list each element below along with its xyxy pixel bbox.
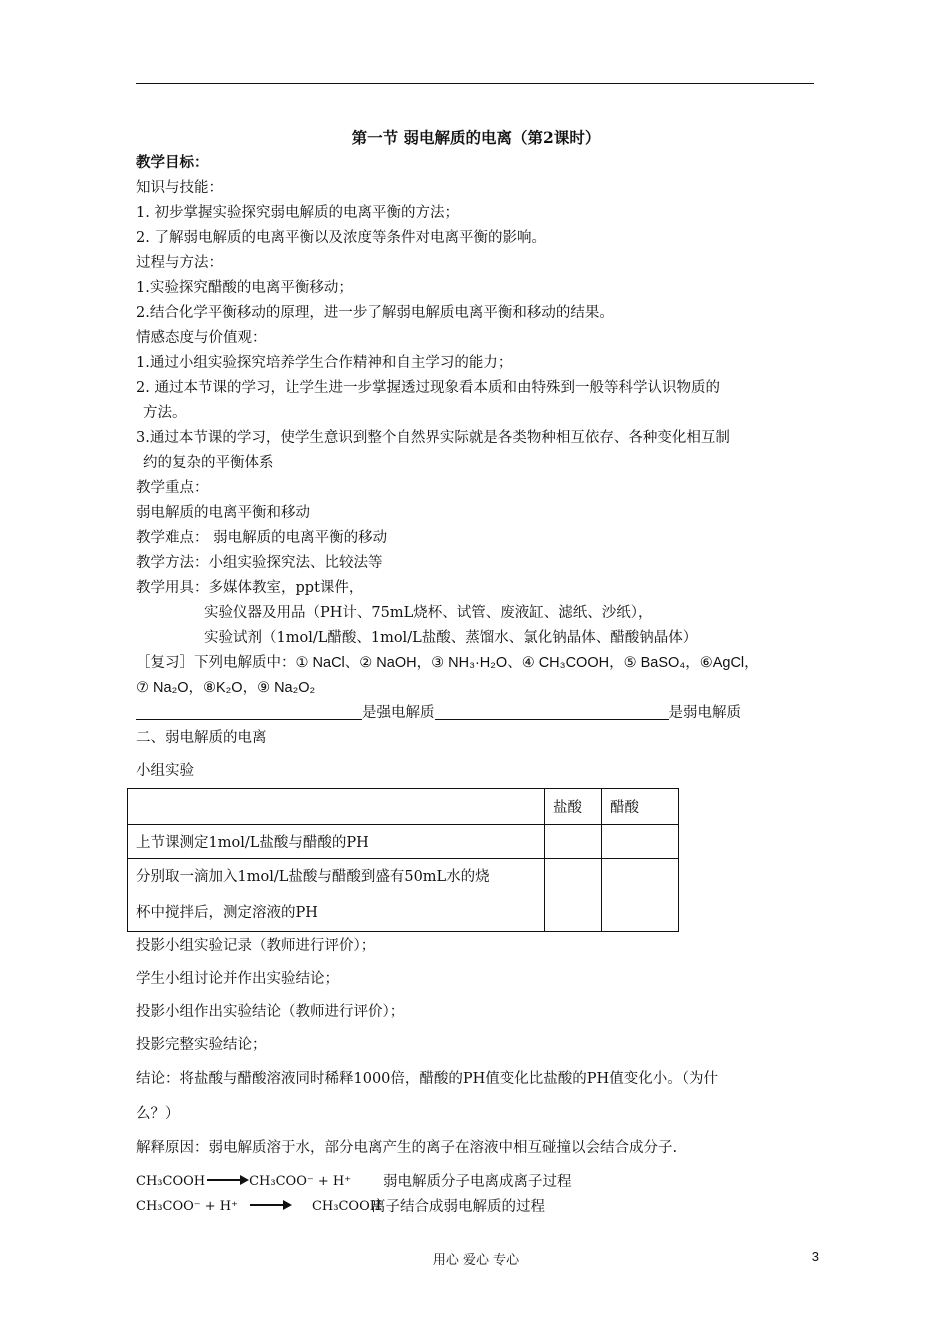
knowledge-item-1: 1. 初步掌握实验探究弱电解质的电离平衡的方法； xyxy=(136,205,459,221)
difficulty: 教学难点： 弱电解质的电离平衡的移动 xyxy=(136,530,388,546)
table-row xyxy=(128,825,679,859)
knowledge-item-2: 2. 了解弱电解质的电离平衡以及浓度等条件对电离平衡的影响。 xyxy=(136,230,546,246)
table-header-cell xyxy=(128,789,545,825)
process-item-2: 2.结合化学平衡移动的原理，进一步了解弱电解质电离平衡和移动的结果。 xyxy=(136,305,614,321)
table-cell xyxy=(602,859,679,932)
review-item: ④ CH₃COOH xyxy=(521,655,610,671)
equation-1 xyxy=(136,1172,351,1192)
instruments: 实验仪器及用品（PH计、75mL烧杯、试管、废液缸、滤纸、沙纸）， xyxy=(204,605,653,621)
eq2-left: CH₃COO⁻ + H⁺ xyxy=(136,1199,238,1214)
table-cell xyxy=(545,859,602,932)
after-table-line: 学生小组讨论并作出实验结论； xyxy=(136,971,339,987)
table-header-cell: 醋酸 xyxy=(602,789,679,825)
page-footer: 用心 爱心 专心 xyxy=(432,1253,520,1268)
objectives-heading: 教学目标： xyxy=(136,154,209,171)
strong-blank[interactable] xyxy=(136,704,362,720)
key-point: 弱电解质的电离平衡和移动 xyxy=(136,505,310,521)
eq2-right: CH₃COOH xyxy=(311,1199,382,1214)
teaching-method: 教学方法：小组实验探究法、比较法等 xyxy=(136,555,383,571)
teaching-tools: 教学用具：多媒体教室，ppt课件， xyxy=(136,580,364,596)
section-heading: 二、弱电解质的电离 xyxy=(136,730,267,746)
review-item: ⑦ Na₂O xyxy=(136,680,189,696)
table-header-row xyxy=(128,789,679,825)
page-title: 第一节 弱电解质的电离（第2课时） xyxy=(351,128,601,147)
review-line-2: ⑦ Na₂O，⑧K₂O，⑨ Na₂O₂ xyxy=(136,680,316,696)
emotion-item-3-cont: 约的复杂的平衡体系 xyxy=(143,455,274,471)
emotion-item-1: 1.通过小组实验探究培养学生合作精神和自主学习的能力； xyxy=(136,355,513,371)
after-table-line: 投影小组作出实验结论（教师进行评价）； xyxy=(136,1004,405,1020)
eq2-description: 离子结合成弱电解质的过程 xyxy=(371,1199,545,1215)
arrow-icon xyxy=(207,1179,247,1181)
equation-2 xyxy=(136,1197,381,1217)
table-cell: 上节课测定1mol/L盐酸与醋酸的PH xyxy=(128,825,545,859)
process-heading: 过程与方法： xyxy=(136,255,223,271)
arrow-icon xyxy=(250,1204,290,1206)
table-row xyxy=(128,859,679,932)
experiment-table xyxy=(127,788,679,932)
strong-label: 是强电解质 xyxy=(362,705,435,721)
review-item: ② NaOH xyxy=(359,655,417,671)
weak-blank[interactable] xyxy=(435,704,669,720)
review-item: ⑧K₂O xyxy=(202,680,243,696)
fill-in-line xyxy=(136,703,741,723)
emotion-item-3: 3.通过本节课的学习，使学生意识到整个自然界实际就是各类物种相互依存、各种变化相互制 xyxy=(136,430,730,446)
eq1-right: CH₃COO⁻ + H⁺ xyxy=(249,1174,352,1189)
conclusion-cont: 么？） xyxy=(136,1106,180,1122)
table-cell-line: 杯中搅拌后，测定溶液的PH xyxy=(136,905,318,921)
review-line-1: ［复习］下列电解质中：① NaCl、② NaOH，③ NH₃·H₂O、④ CH₃COOH，⑤ BaSO₄，⑥AgCl， xyxy=(136,655,759,671)
header-rule xyxy=(136,83,814,84)
table-cell-line: 分别取一滴加入1mol/L盐酸与醋酸到盛有50mL水的烧 xyxy=(136,869,490,885)
after-table-line: 投影完整实验结论； xyxy=(136,1037,267,1053)
table-cell xyxy=(602,825,679,859)
review-prefix: ［复习］下列电解质中： xyxy=(136,655,296,671)
key-point-heading: 教学重点： xyxy=(136,480,209,496)
review-item: ⑤ BaSO₄ xyxy=(623,655,686,671)
review-item: ③ NH₃·H₂O xyxy=(431,655,508,671)
group-experiment-label: 小组实验 xyxy=(136,763,194,779)
emotion-item-2: 2. 通过本节课的学习，让学生进一步掌握透过现象看本质和由特殊到一般等科学认识物质的 xyxy=(136,380,720,396)
review-item: ⑥AgCl xyxy=(699,655,745,671)
emotion-item-2-cont: 方法。 xyxy=(143,405,187,421)
review-item: ⑨ Na₂O₂ xyxy=(257,680,316,696)
eq1-left: CH₃COOH xyxy=(136,1174,206,1189)
table-cell xyxy=(545,825,602,859)
table-header-cell: 盐酸 xyxy=(545,789,602,825)
table-cell xyxy=(128,859,545,932)
page-number: 3 xyxy=(811,1249,819,1264)
explanation: 解释原因：弱电解质溶于水，部分电离产生的离子在溶液中相互碰撞以会结合成分子. xyxy=(136,1140,678,1156)
knowledge-heading: 知识与技能： xyxy=(136,180,223,196)
after-table-line: 投影小组实验记录（教师进行评价）； xyxy=(136,938,376,954)
review-item: ① NaCl xyxy=(295,655,345,671)
emotion-heading: 情感态度与价值观： xyxy=(136,330,267,346)
eq1-description: 弱电解质分子电离成离子过程 xyxy=(383,1174,572,1190)
process-item-1: 1.实验探究醋酸的电离平衡移动； xyxy=(136,280,353,296)
reagents: 实验试剂（1mol/L醋酸、1mol/L盐酸、蒸馏水、氯化钠晶体、醋酸钠晶体） xyxy=(204,630,698,646)
conclusion: 结论：将盐酸与醋酸溶液同时稀释1000倍，醋酸的PH值变化比盐酸的PH值变化小。（为什 xyxy=(136,1071,718,1087)
weak-label: 是弱电解质 xyxy=(668,705,741,721)
